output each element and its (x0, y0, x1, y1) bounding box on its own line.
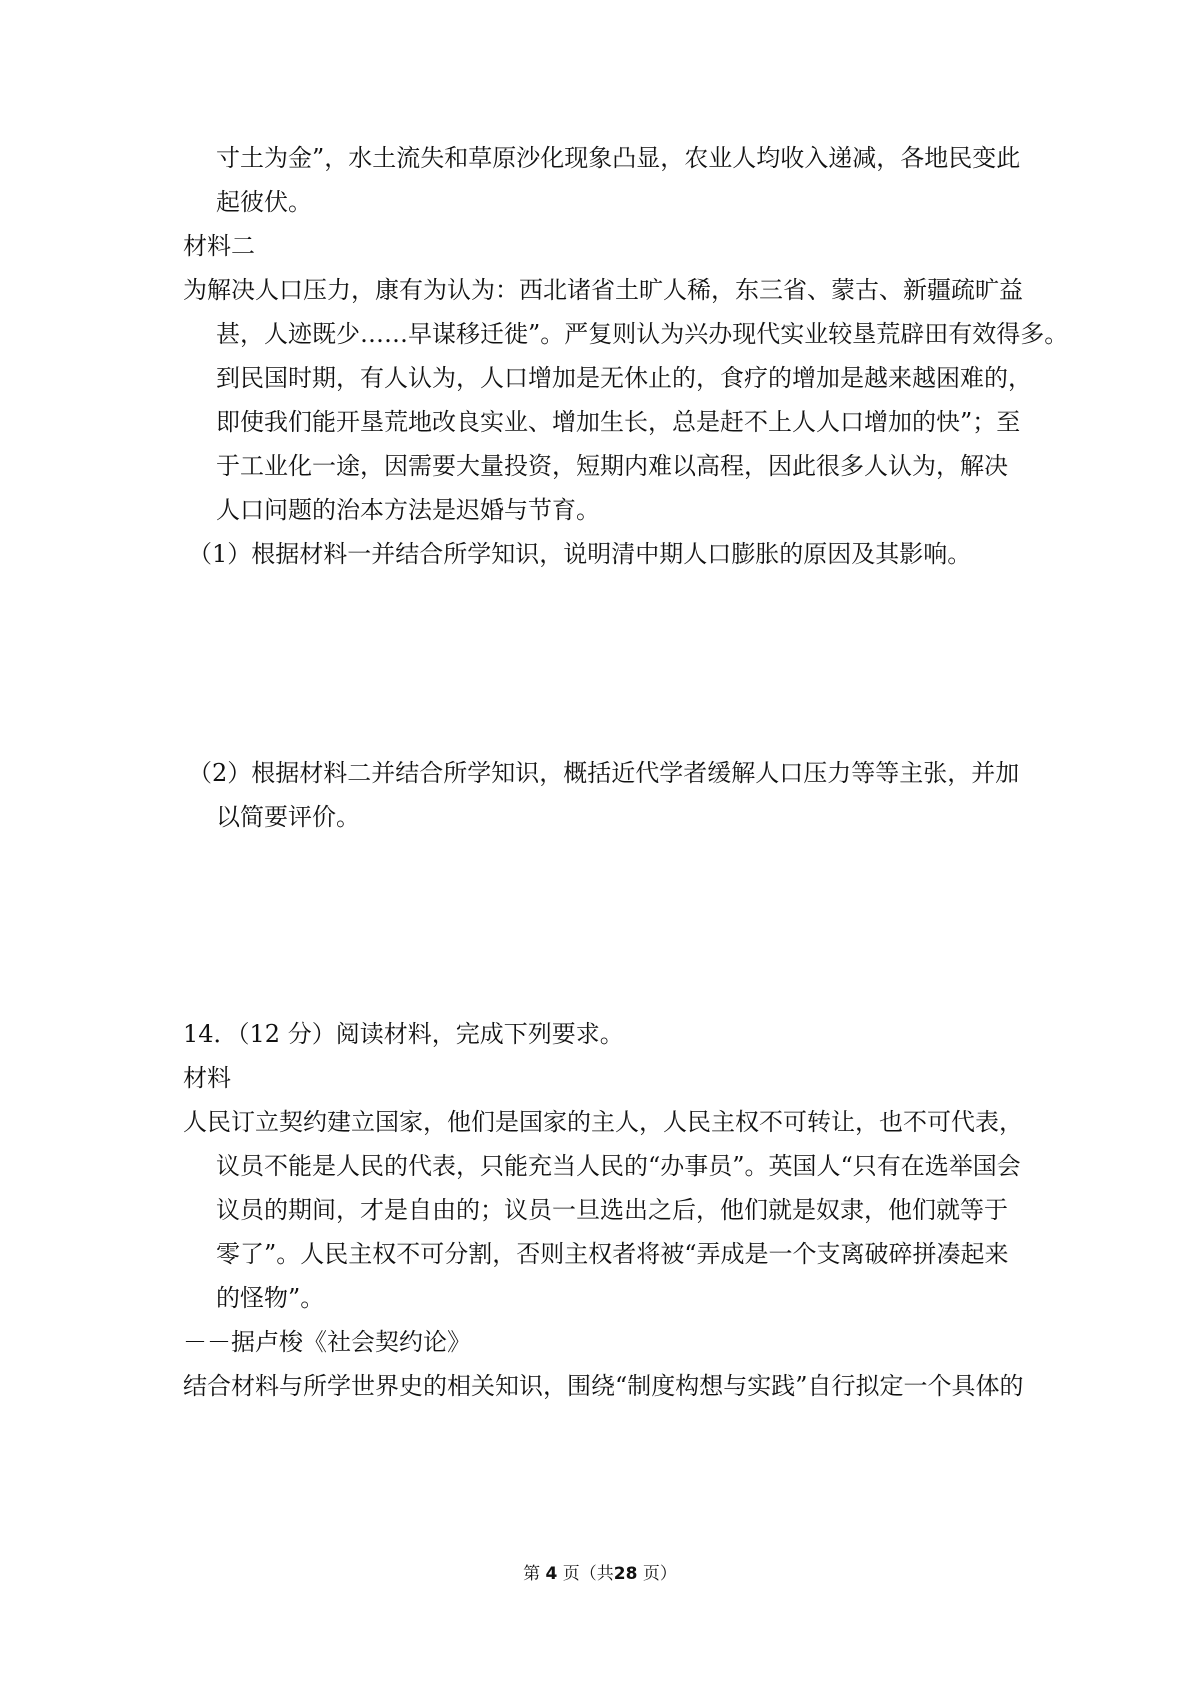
question-1: （1）根据材料一并结合所学知识，说明清中期人口膨胀的原因及其影响。 (188, 540, 972, 568)
page-footer (0, 1562, 1200, 1586)
material2-line-3: 到民国时期，有人认为，人口增加是无休止的，食疗的增加是越来越困难的， (216, 364, 1032, 392)
footer-suffix: 页） (642, 1564, 677, 1584)
material2-line-4: 即使我们能开垦荒地改良实业、增加生长，总是赶不上人人口增加的快”；至 (216, 408, 1021, 436)
question-2-line-1: （2）根据材料二并结合所学知识，概括近代学者缓解人口压力等等主张，并加 (188, 759, 1020, 787)
material2-line-1: 为解决人口压力，康有为认为：西北诸省土旷人稀，东三省、蒙古、新疆疏旷益 (183, 276, 1023, 304)
footer-prefix: 第 (523, 1564, 541, 1584)
material2-line-5: 于工业化一途，因需要大量投资，短期内难以高程，因此很多人认为，解决 (216, 452, 1008, 480)
q14-source: －－据卢梭《社会契约论》 (183, 1328, 471, 1356)
material2-line-2: 甚，人迹既少……早谋移迁徙”。严复则认为兴办现代实业较垦荒辟田有效得多。 (216, 320, 1069, 348)
footer-total-pages: 28 (613, 1564, 638, 1584)
q14-task: 结合材料与所学世界史的相关知识，围绕“制度构想与实践”自行拟定一个具体的 (183, 1372, 1024, 1400)
q14-material-heading: 材料 (183, 1064, 231, 1092)
material2-heading: 材料二 (183, 232, 255, 260)
question-2-line-2: 以简要评价。 (216, 803, 360, 831)
q14-line-5: 的怪物”。 (216, 1284, 325, 1312)
footer-page-number: 4 (545, 1564, 558, 1584)
material2-line-6: 人口问题的治本方法是迟婚与节育。 (216, 496, 600, 524)
q14-line-3: 议员的期间，才是自由的；议员一旦选出之后，他们就是奴隶，他们就等于 (216, 1196, 1008, 1224)
material1-line-1: 寸土为金”，水土流失和草原沙化现象凸显，农业人均收入递减，各地民变此 (216, 144, 1021, 172)
footer-middle: 页（共 (562, 1564, 614, 1584)
q14-title: 14．（12 分）阅读材料，完成下列要求。 (183, 1020, 624, 1048)
q14-line-2: 议员不能是人民的代表，只能充当人民的“办事员”。英国人“只有在选举国会 (216, 1152, 1021, 1180)
q14-line-4: 零了”。人民主权不可分割，否则主权者将被“弄成是一个支离破碎拼凑起来 (216, 1240, 1009, 1268)
material1-line-2: 起彼伏。 (216, 188, 312, 216)
q14-line-1: 人民订立契约建立国家，他们是国家的主人，人民主权不可转让，也不可代表， (183, 1108, 1023, 1136)
